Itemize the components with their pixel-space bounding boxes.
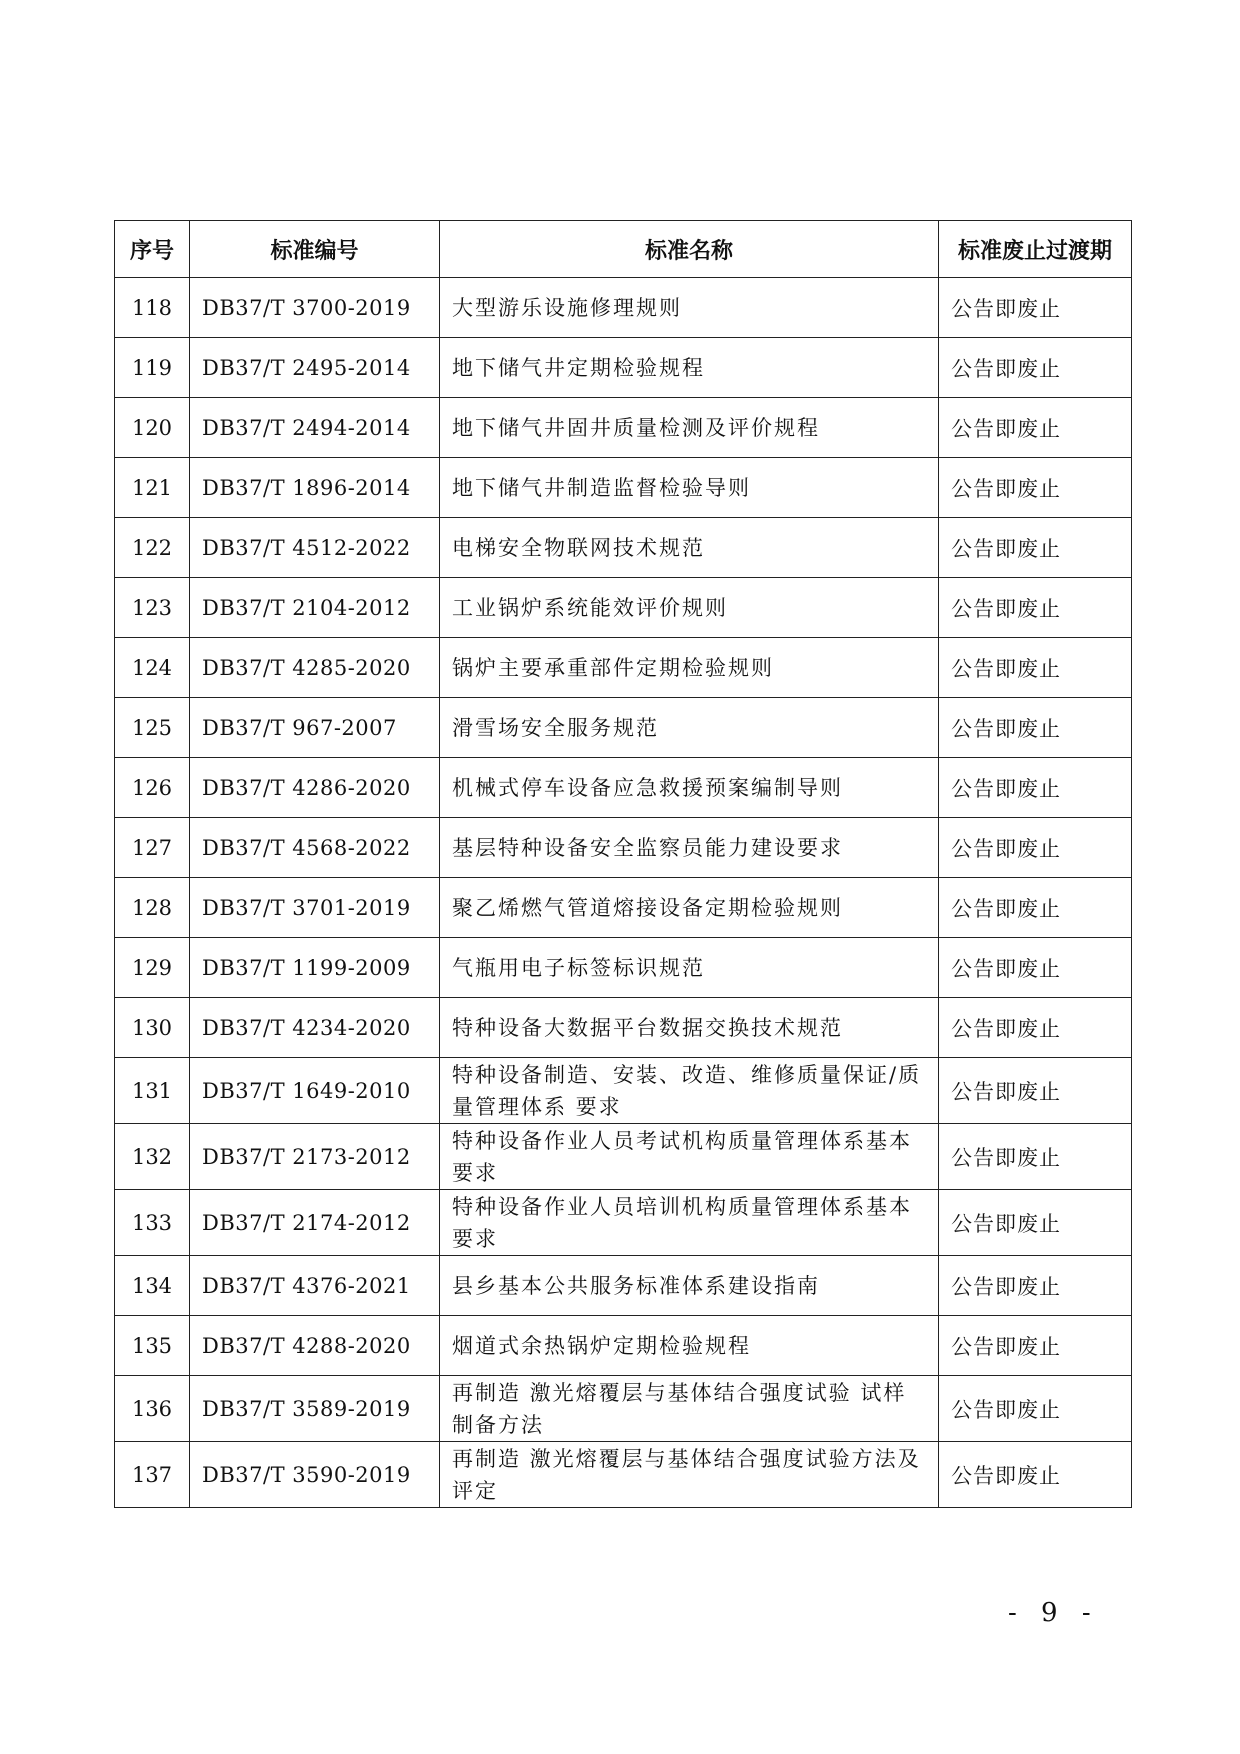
cell-period: 公告即废止 — [939, 578, 1132, 638]
cell-name: 县乡基本公共服务标准体系建设指南 — [440, 1256, 939, 1316]
table-row — [115, 1442, 1132, 1508]
cell-name: 气瓶用电子标签标识规范 — [440, 938, 939, 998]
cell-period: 公告即废止 — [939, 998, 1132, 1058]
cell-code: DB37/T 4376-2021 — [190, 1256, 440, 1316]
cell-name: 基层特种设备安全监察员能力建设要求 — [440, 818, 939, 878]
cell-seq: 134 — [115, 1256, 190, 1316]
cell-name: 特种设备制造、安装、改造、维修质量保证/质量管理体系 要求 — [440, 1058, 939, 1124]
cell-code: DB37/T 4234-2020 — [190, 998, 440, 1058]
cell-seq: 130 — [115, 998, 190, 1058]
cell-period: 公告即废止 — [939, 458, 1132, 518]
cell-name: 特种设备作业人员培训机构质量管理体系基本要求 — [440, 1190, 939, 1256]
cell-code: DB37/T 3590-2019 — [190, 1442, 440, 1508]
table-row — [115, 818, 1132, 878]
cell-period: 公告即废止 — [939, 698, 1132, 758]
table-row — [115, 758, 1132, 818]
table-row — [115, 1190, 1132, 1256]
table-row — [115, 878, 1132, 938]
cell-name: 特种设备大数据平台数据交换技术规范 — [440, 998, 939, 1058]
cell-period: 公告即废止 — [939, 1124, 1132, 1190]
cell-name: 地下储气井定期检验规程 — [440, 338, 939, 398]
cell-code: DB37/T 2495-2014 — [190, 338, 440, 398]
table-row — [115, 1124, 1132, 1190]
cell-name: 机械式停车设备应急救援预案编制导则 — [440, 758, 939, 818]
cell-period: 公告即废止 — [939, 1442, 1132, 1508]
cell-code: DB37/T 2173-2012 — [190, 1124, 440, 1190]
table-row — [115, 1058, 1132, 1124]
table-row — [115, 1376, 1132, 1442]
cell-name: 再制造 激光熔覆层与基体结合强度试验方法及评定 — [440, 1442, 939, 1508]
cell-period: 公告即废止 — [939, 1058, 1132, 1124]
cell-code: DB37/T 3589-2019 — [190, 1376, 440, 1442]
cell-period: 公告即废止 — [939, 1190, 1132, 1256]
table-body — [115, 278, 1132, 1508]
cell-code: DB37/T 4512-2022 — [190, 518, 440, 578]
cell-name: 烟道式余热锅炉定期检验规程 — [440, 1316, 939, 1376]
cell-seq: 135 — [115, 1316, 190, 1376]
cell-period: 公告即废止 — [939, 1376, 1132, 1442]
table-row — [115, 1316, 1132, 1376]
cell-seq: 131 — [115, 1058, 190, 1124]
cell-name: 大型游乐设施修理规则 — [440, 278, 939, 338]
cell-code: DB37/T 3700-2019 — [190, 278, 440, 338]
table-row — [115, 578, 1132, 638]
cell-period: 公告即废止 — [939, 818, 1132, 878]
cell-period: 公告即废止 — [939, 518, 1132, 578]
cell-code: DB37/T 4568-2022 — [190, 818, 440, 878]
cell-name: 聚乙烯燃气管道熔接设备定期检验规则 — [440, 878, 939, 938]
cell-seq: 125 — [115, 698, 190, 758]
header-period: 标准废止过渡期 — [939, 221, 1132, 278]
cell-code: DB37/T 1649-2010 — [190, 1058, 440, 1124]
cell-code: DB37/T 4288-2020 — [190, 1316, 440, 1376]
cell-period: 公告即废止 — [939, 938, 1132, 998]
cell-seq: 137 — [115, 1442, 190, 1508]
cell-seq: 136 — [115, 1376, 190, 1442]
table-row — [115, 398, 1132, 458]
header-name: 标准名称 — [440, 221, 939, 278]
table-row — [115, 458, 1132, 518]
cell-seq: 128 — [115, 878, 190, 938]
cell-period: 公告即废止 — [939, 758, 1132, 818]
cell-period: 公告即废止 — [939, 878, 1132, 938]
cell-seq: 133 — [115, 1190, 190, 1256]
cell-name: 电梯安全物联网技术规范 — [440, 518, 939, 578]
cell-seq: 124 — [115, 638, 190, 698]
table-row — [115, 938, 1132, 998]
cell-seq: 120 — [115, 398, 190, 458]
cell-period: 公告即废止 — [939, 1316, 1132, 1376]
cell-code: DB37/T 4286-2020 — [190, 758, 440, 818]
cell-seq: 129 — [115, 938, 190, 998]
standards-table — [114, 220, 1132, 1508]
cell-name: 工业锅炉系统能效评价规则 — [440, 578, 939, 638]
cell-name: 锅炉主要承重部件定期检验规则 — [440, 638, 939, 698]
cell-seq: 119 — [115, 338, 190, 398]
cell-code: DB37/T 967-2007 — [190, 698, 440, 758]
table-row — [115, 1256, 1132, 1316]
table-header-row — [115, 221, 1132, 278]
cell-name: 滑雪场安全服务规范 — [440, 698, 939, 758]
cell-name: 特种设备作业人员考试机构质量管理体系基本要求 — [440, 1124, 939, 1190]
header-seq: 序号 — [115, 221, 190, 278]
cell-code: DB37/T 3701-2019 — [190, 878, 440, 938]
cell-code: DB37/T 2494-2014 — [190, 398, 440, 458]
table-row — [115, 278, 1132, 338]
cell-name: 再制造 激光熔覆层与基体结合强度试验 试样制备方法 — [440, 1376, 939, 1442]
cell-seq: 122 — [115, 518, 190, 578]
cell-seq: 121 — [115, 458, 190, 518]
table-row — [115, 998, 1132, 1058]
cell-period: 公告即废止 — [939, 638, 1132, 698]
cell-code: DB37/T 4285-2020 — [190, 638, 440, 698]
cell-code: DB37/T 2104-2012 — [190, 578, 440, 638]
page-number: - 9 - — [1008, 1598, 1099, 1628]
header-code: 标准编号 — [190, 221, 440, 278]
table-row — [115, 518, 1132, 578]
table-row — [115, 698, 1132, 758]
cell-code: DB37/T 2174-2012 — [190, 1190, 440, 1256]
cell-seq: 132 — [115, 1124, 190, 1190]
cell-code: DB37/T 1896-2014 — [190, 458, 440, 518]
table-row — [115, 638, 1132, 698]
cell-seq: 126 — [115, 758, 190, 818]
cell-code: DB37/T 1199-2009 — [190, 938, 440, 998]
cell-period: 公告即废止 — [939, 1256, 1132, 1316]
cell-name: 地下储气井固井质量检测及评价规程 — [440, 398, 939, 458]
table-row — [115, 338, 1132, 398]
cell-seq: 123 — [115, 578, 190, 638]
cell-seq: 118 — [115, 278, 190, 338]
cell-period: 公告即废止 — [939, 278, 1132, 338]
cell-seq: 127 — [115, 818, 190, 878]
cell-period: 公告即废止 — [939, 338, 1132, 398]
cell-period: 公告即废止 — [939, 398, 1132, 458]
cell-name: 地下储气井制造监督检验导则 — [440, 458, 939, 518]
